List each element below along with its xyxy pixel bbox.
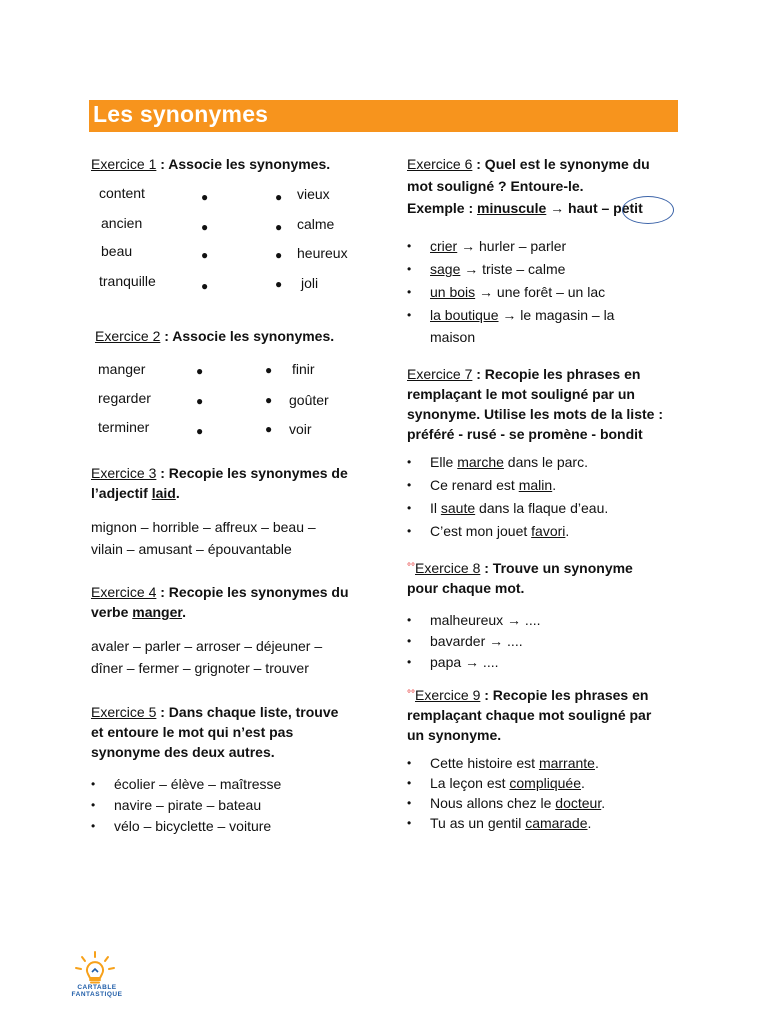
exercise-7-heading: Exercice 7 : Recopie les phrases en remplaçant le mot souligné par un synonyme. Utilise les mots de la liste : préféré - rusé - se promène - bondit [407, 366, 663, 442]
example-answer-circle [622, 196, 674, 224]
list-item: • sage → triste – calme [407, 261, 566, 277]
match-left-word: manger [98, 361, 146, 377]
list-item: • papa → .... [407, 654, 499, 670]
match-right-word: joli [301, 275, 319, 291]
word-line: dîner – fermer – grignoter – trouver [91, 660, 309, 676]
exercise-4-heading: Exercice 4 : Recopie les synonymes du verbe manger. [91, 584, 349, 620]
match-dot[interactable]: ● [196, 424, 204, 438]
match-dot[interactable]: ● [265, 363, 273, 377]
difficulty-marker: °° [407, 689, 415, 700]
match-left-word: ancien [101, 215, 143, 231]
title-banner [89, 100, 678, 132]
match-dot[interactable]: ● [275, 277, 283, 291]
word-line: avaler – parler – arroser – déjeuner – [91, 638, 323, 654]
match-dot[interactable]: ● [265, 393, 273, 407]
difficulty-marker: °° [407, 562, 415, 573]
exercise-9-heading: °°Exercice 9 : Recopie les phrases en remplaçant chaque mot souligné par un synonyme. [407, 687, 652, 743]
match-dot[interactable]: ● [196, 364, 204, 378]
match-right-word: vieux [297, 186, 330, 202]
match-dot[interactable]: ● [275, 220, 283, 234]
match-right-word: finir [292, 361, 315, 377]
exercise-7-list [407, 451, 608, 543]
match-dot[interactable]: ● [275, 248, 283, 262]
list-item: • bavarder → .... [407, 633, 523, 649]
match-left-word: terminer [98, 419, 150, 435]
exercise-2-heading: Exercice 2 : Associe les synonymes. [95, 328, 335, 344]
page-title: Les synonymes [93, 101, 269, 127]
list-item: • Cette histoire est marrante. [407, 755, 599, 771]
match-left-word: tranquille [99, 273, 156, 289]
match-right-word: goûter [289, 392, 329, 408]
exercise-6-heading: Exercice 6 : Quel est le synonyme du mot souligné ? Entoure-le. Exemple : minuscule → haut – petit [407, 156, 650, 216]
list-item: • Nous allons chez le docteur. [407, 795, 606, 811]
list-item: • vélo – bicyclette – voiture [91, 818, 272, 834]
list-item: • la boutique → le magasin – la maison [407, 307, 615, 345]
match-left-word: content [99, 185, 145, 201]
list-item: • La leçon est compliquée. [407, 775, 585, 791]
list-item: • Elle marche dans le parc. [407, 454, 588, 470]
exercise-1-heading: Exercice 1 : Associe les synonymes. [91, 156, 331, 172]
exercise-2-matching [91, 360, 371, 440]
exercise-5-heading: Exercice 5 : Dans chaque liste, trouve et entoure le mot qui n’est pas synonyme des deux autres. [91, 704, 339, 760]
match-dot[interactable]: ● [201, 190, 209, 204]
match-right-word: calme [297, 216, 335, 232]
list-item: • C’est mon jouet favori. [407, 523, 570, 539]
word-line: vilain – amusant – épouvantable [91, 541, 292, 557]
list-item: • un bois → une forêt – un lac [407, 284, 606, 300]
match-dot[interactable]: ● [196, 394, 204, 408]
match-dot[interactable]: ● [275, 190, 283, 204]
exercise-5-list [91, 774, 281, 837]
match-left-word: beau [101, 243, 133, 259]
exercise-4-word-list [91, 635, 322, 679]
exercise-3-heading: Exercice 3 : Recopie les synonymes de l’adjectif laid. [91, 465, 348, 501]
list-item: • Il saute dans la flaque d’eau. [407, 500, 609, 516]
exercise-6-list [407, 235, 614, 348]
list-item: • Ce renard est malin. [407, 477, 557, 493]
match-dot[interactable]: ● [201, 279, 209, 293]
match-left-word: regarder [98, 390, 151, 406]
exercise-1-matching [91, 184, 371, 294]
list-item: • Tu as un gentil camarade. [407, 815, 592, 831]
match-right-word: heureux [297, 245, 348, 261]
exercise-8-list [407, 610, 541, 673]
list-item: • crier → hurler – parler [407, 238, 567, 254]
list-item: • écolier – élève – maîtresse [91, 776, 282, 792]
brand-logo-text: CARTABLE FANTASTIQUE [71, 984, 123, 998]
match-dot[interactable]: ● [265, 422, 273, 436]
exercise-9-list [407, 753, 605, 833]
exercise-8-heading: °°Exercice 8 : Trouve un synonyme pour chaque mot. [407, 560, 633, 596]
list-item: • navire – pirate – bateau [91, 797, 262, 813]
match-dot[interactable]: ● [201, 248, 209, 262]
exercise-3-word-list [91, 516, 316, 560]
match-right-word: voir [289, 421, 312, 437]
list-item: • malheureux → .... [407, 612, 541, 628]
word-line: mignon – horrible – affreux – beau – [91, 519, 316, 535]
match-dot[interactable]: ● [201, 220, 209, 234]
